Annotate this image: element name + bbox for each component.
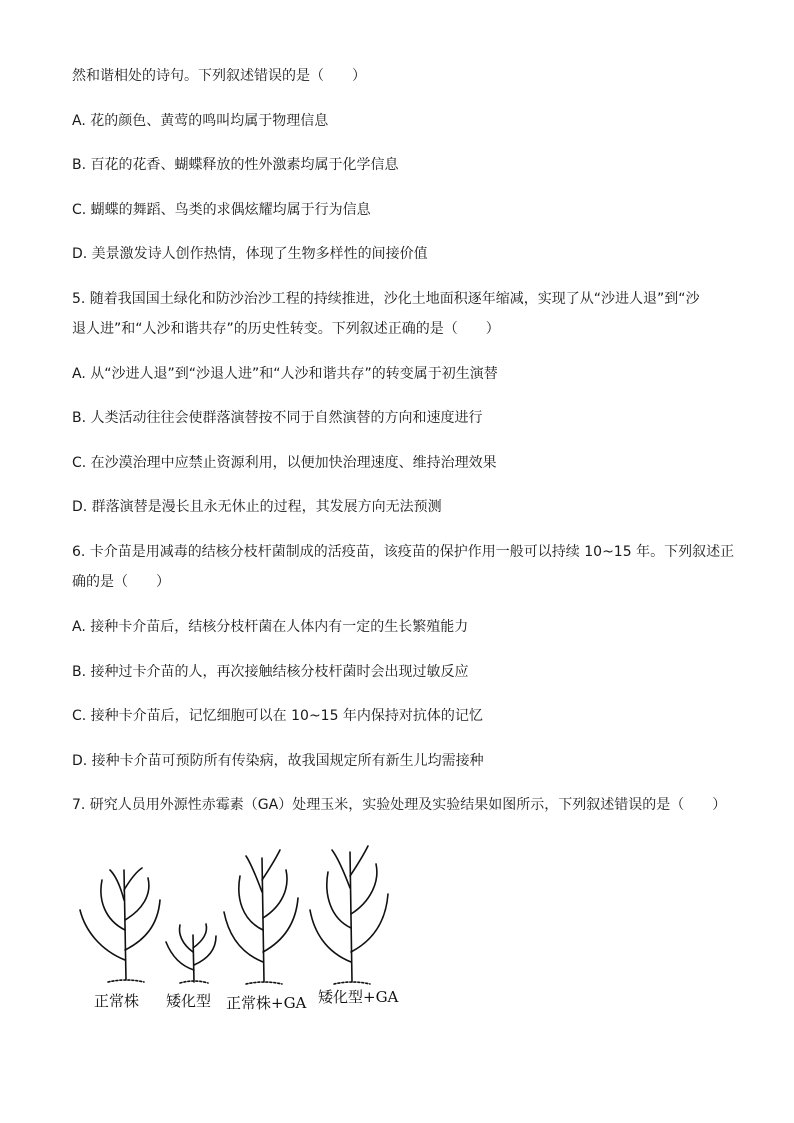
question-6-option-b[interactable]: B. 接种过卡介苗的人，再次接触结核分枝杆菌时会出现过敏反应 <box>72 664 469 680</box>
question-5-option-c[interactable]: C. 在沙漠治理中应禁止资源利用，以便加快治理速度、维持治理效果 <box>72 455 497 471</box>
question-7-stem: 7. 研究人员用外源性赤霉素（GA）处理玉米，实验处理及实验结果如图所示，下列叙述错误的是（ ） <box>72 797 727 813</box>
question-4-option-c[interactable]: C. 蝴蝶的舞蹈、鸟类的求偶炫耀均属于行为信息 <box>72 202 371 218</box>
question-5-stem-line-2: 退人进”和“人沙和谐共存”的历史性转变。下列叙述正确的是（ ） <box>72 321 500 337</box>
normal-plant-drawing <box>80 868 160 982</box>
normal-plus-ga-plant-drawing <box>224 850 298 984</box>
question-6-option-c[interactable]: C. 接种卡介苗后，记忆细胞可以在 10~15 年内保持对抗体的记忆 <box>72 708 483 724</box>
question-6-stem-line-1: 6. 卡介苗是用减毒的结核分枝杆菌制成的活疫苗，该疫苗的保护作用一般可以持续 10~15 年。下列叙述正 <box>72 544 735 560</box>
question-5-option-b[interactable]: B. 人类活动往往会使群落演替按不同于自然演替的方向和速度进行 <box>72 410 483 426</box>
question-4-option-d[interactable]: D. 美景激发诗人创作热情，体现了生物多样性的间接价值 <box>72 246 428 262</box>
question-5-option-a[interactable]: A. 从“沙进人退”到“沙退人进”和“人沙和谐共存”的转变属于初生演替 <box>72 366 498 382</box>
caption-dwarf-plus-ga: 矮化型+GA <box>318 988 399 1006</box>
question-6-option-a[interactable]: A. 接种卡介苗后，结核分枝杆菌在人体内有一定的生长繁殖能力 <box>72 619 469 635</box>
question-5-option-d[interactable]: D. 群落演替是漫长且永无休止的过程，其发展方向无法预测 <box>72 499 442 515</box>
corn-plants-illustration <box>60 840 420 990</box>
dwarf-plus-ga-plant-drawing <box>310 846 388 984</box>
corn-plants-figure <box>60 840 420 1020</box>
caption-dwarf: 矮化型 <box>166 992 212 1010</box>
question-5-stem-line-1: 5. 随着我国国土绿化和防沙治沙工程的持续推进，沙化土地面积逐年缩减，实现了从“沙进人退”到“沙 <box>72 291 700 307</box>
dwarf-plant-drawing <box>166 924 216 983</box>
question-4-stem-end: 然和谐相处的诗句。下列叙述错误的是（ ） <box>72 68 366 84</box>
caption-normal: 正常株 <box>94 992 140 1010</box>
question-4-option-b[interactable]: B. 百花的花香、蝴蝶释放的性外激素均属于化学信息 <box>72 157 399 173</box>
question-4-option-a[interactable]: A. 花的颜色、黄莺的鸣叫均属于物理信息 <box>72 113 329 129</box>
caption-normal-plus-ga: 正常株+GA <box>226 994 307 1012</box>
question-6-stem-line-2: 确的是（ ） <box>72 574 170 590</box>
question-6-option-d[interactable]: D. 接种卡介苗可预防所有传染病，故我国规定所有新生儿均需接种 <box>72 753 484 769</box>
